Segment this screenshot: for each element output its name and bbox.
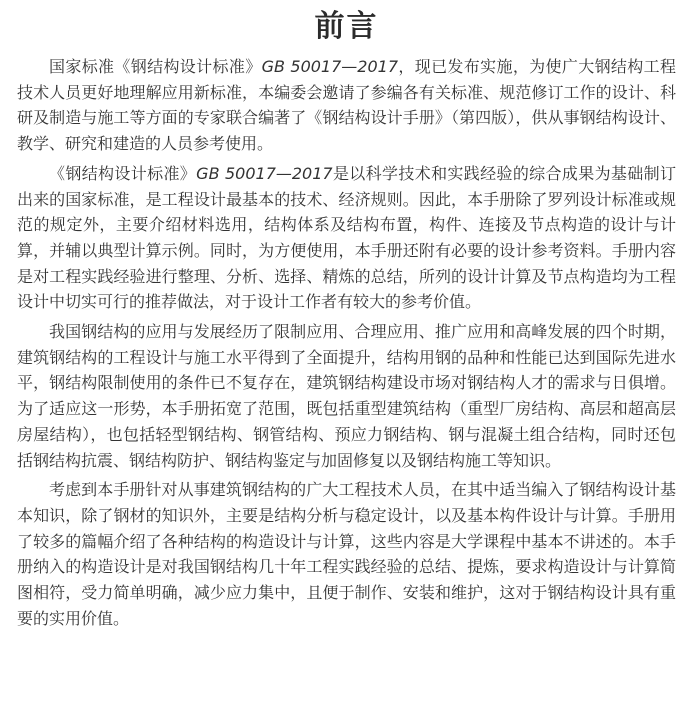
paragraph-4 [17, 477, 676, 631]
paragraph-1-segment: ，现已发布实施，为使广大钢结构工程技术人员更好地理解应用新标准，本编委会邀请了参编各有关标准、规范修订工作的设计、科研及制造与施工等方面的专家联合编著了《钢结构设计手册》（第四版），供从事钢结构设计、教学、研究和建造的人员参考使用。 [17, 57, 676, 154]
paragraph-2-segment: 是以科学技术和实践经验的综合成果为基础制订出来的国家标准，是工程设计最基本的技术、经济规则。因此，本手册除了罗列设计标准或规范的规定外，主要介绍材料选用，结构体系及结构布置，构件、连接及节点构造的设计与计算，并辅以典型计算示例。同时，为方便使用，本手册还附有必要的设计参考资料。手册内容是对工程实践经验进行整理、分析、选择、精炼的总结，所列的设计计算及节点构造均为工程设计中切实可行的推荐做法，对于设计工作者有较大的参考价值。 [17, 163, 676, 312]
standard-code: GB 50017—2017 [196, 163, 333, 183]
paragraph-2 [17, 161, 676, 315]
paragraph-1 [17, 54, 676, 157]
paragraph-1-segment: 国家标准《钢结构设计标准》 [49, 57, 262, 76]
paragraph-4-segment: 考虑到本手册针对从事建筑钢结构的广大工程技术人员，在其中适当编入了钢结构设计基本知识，除了钢材的知识外，主要是结构分析与稳定设计，以及基本构件设计与计算。手册用了较多的篇幅介绍了各种结构的构造设计与计算，这些内容是大学课程中基本不讲述的。本手册纳入的构造设计是对我国钢结构几十年工程实践经验的总结、提炼，要求构造设计与计算简图相符，受力简单明确，减少应力集中，且便于制作、安装和维护，这对于钢结构设计具有重要的实用价值。 [17, 480, 676, 628]
standard-code: GB 50017—2017 [261, 57, 399, 76]
paragraph-2-segment: 《钢结构设计标准》 [49, 163, 197, 183]
paragraph-3-segment: 我国钢结构的应用与发展经历了限制应用、合理应用、推广应用和高峰发展的四个时期，建筑钢结构的工程设计与施工水平得到了全面提升，结构用钢的品种和性能已达到国际先进水平，钢结构限制使用的条件已不复存在，建筑钢结构建设市场对钢结构人才的需求与日俱增。为了适应这一形势，本手册拓宽了范围，既包括重型建筑结构（重型厂房结构、高层和超高层房屋结构），也包括轻型钢结构、钢管结构、预应力钢结构、钢与混凝土组合结构，同时还包括钢结构抗震、钢结构防护、钢结构鉴定与加固修复以及钢结构施工等知识。 [17, 322, 676, 470]
page-title: 前言 [314, 9, 379, 44]
paragraph-3 [17, 319, 676, 473]
